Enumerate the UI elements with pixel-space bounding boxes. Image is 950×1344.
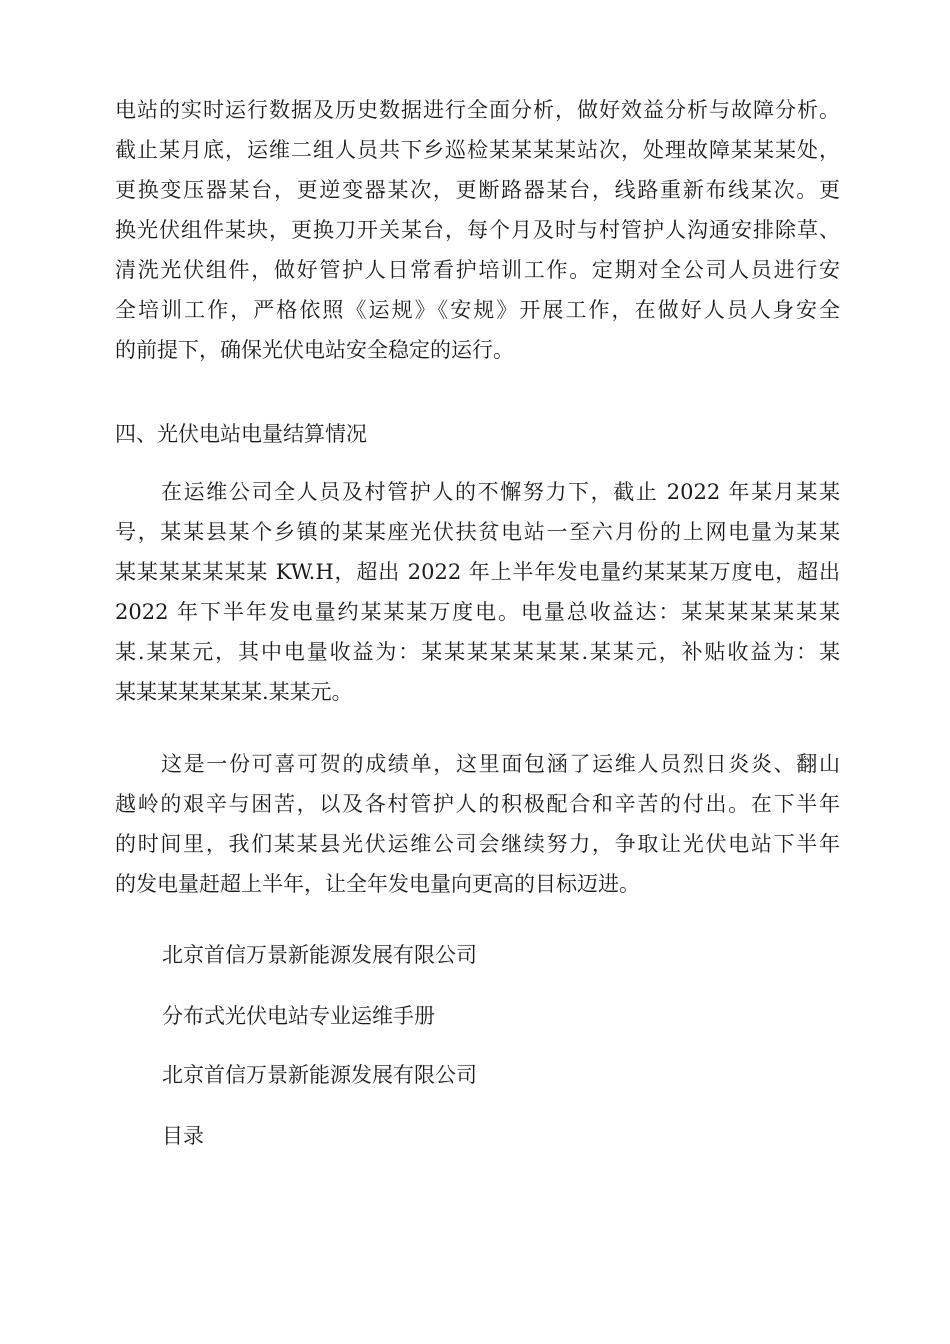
text-line: 更换变压器某台，更逆变器某次，更断路器某台，线路重新布线某次。更 [115, 178, 840, 202]
section-heading: 四、光伏电站电量结算情况 [115, 422, 367, 446]
text-line: 的前提下，确保光伏电站安全稳定的运行。 [115, 338, 514, 362]
text-line: 这是一份可喜可贺的成绩单，这里面包涵了运维人员烈日炎炎、翻山 [161, 752, 840, 776]
text-line: 换光伏组件某块，更换刀开关某台，每个月及时与村管护人沟通安排除草、 [115, 218, 840, 242]
text-line: 电站的实时运行数据及历史数据进行全面分析，做好效益分析与故障分析。 [115, 98, 840, 122]
toc-label: 目录 [162, 1124, 204, 1148]
paragraph-settlement [115, 472, 840, 712]
text-line: 的发电量赶超上半年，让全年发电量向更高的目标迈进。 [115, 872, 640, 896]
text-line: 号，某某县某个乡镇的某某座光伏扶贫电站一至六月份的上网电量为某某 [115, 520, 840, 544]
text-line: 某某某某某某某 KW.H，超出 2022 年上半年发电量约某某某万度电，超出 [115, 560, 840, 584]
text-line: 截止某月底，运维二组人员共下乡巡检某某某某站次，处理故障某某某处， [115, 138, 840, 162]
manual-title: 分布式光伏电站专业运维手册 [162, 1004, 435, 1028]
text-line: 在运维公司全人员及村管护人的不懈努力下，截止 2022 年某月某某 [161, 480, 840, 504]
paragraph-achievement [115, 744, 840, 904]
text-line: 清洗光伏组件，做好管护人日常看护培训工作。定期对全公司人员进行安 [115, 258, 840, 282]
text-line: 的时间里，我们某某县光伏运维公司会继续努力，争取让光伏电站下半年 [115, 832, 840, 856]
paragraph-operations-summary [115, 90, 840, 370]
text-line: 某.某某元，其中电量收益为：某某某某某某某.某某元，补贴收益为：某 [115, 640, 840, 664]
company-name-repeat: 北京首信万景新能源发展有限公司 [162, 1063, 477, 1087]
text-line: 2022 年下半年发电量约某某某万度电。电量总收益达：某某某某某某某 [115, 600, 840, 624]
company-name: 北京首信万景新能源发展有限公司 [162, 943, 477, 967]
text-line: 全培训工作，严格依照《运规》《安规》开展工作，在做好人员人身安全 [115, 298, 840, 322]
text-line: 某某某某某某某.某某元。 [115, 680, 353, 704]
text-line: 越岭的艰辛与困苦，以及各村管护人的积极配合和辛苦的付出。在下半年 [115, 792, 840, 816]
